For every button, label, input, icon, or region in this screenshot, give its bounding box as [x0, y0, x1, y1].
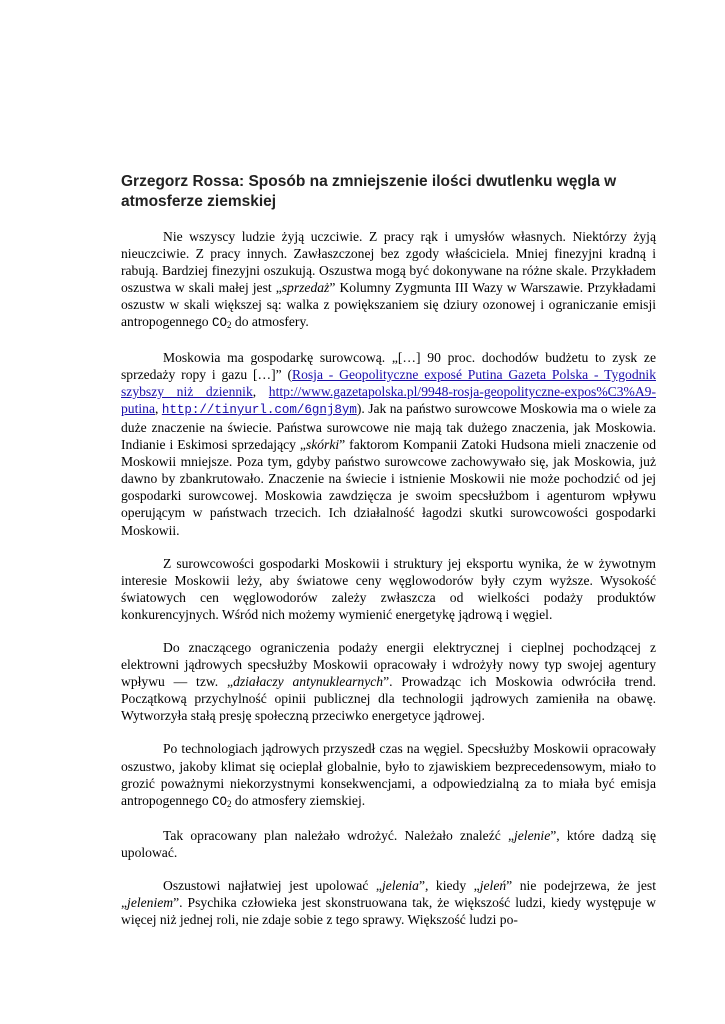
page-title: Grzegorz Rossa: Sposób na zmniejszenie ilości dwutlenku węgla w atmosferze ziemskiej [121, 173, 617, 210]
formula-subscript: 2 [227, 320, 232, 331]
formula-co: CO [211, 316, 227, 331]
text-run: ”. Psychika człowieka jest skonstruowana tak, że większość ludzi, kiedy występuje w więcej niż jednej roli, nie zdaje sobie z tego sprawy. Większość ludzi po- [121, 895, 656, 928]
paragraph-3: Z surowcowości gospodarki Moskowii i struktury jej eksportu wynika, że w żywotnym interesie Moskowii leży, aby światowe ceny węglowodorów były czym wyższe. Wysokość światowych cen węglowodorów zależy zwłaszcza od wielkości podaży produktów konkurencyjnych. Wśród nich możemy wymienić energetykę jądrową i węgiel. [121, 555, 656, 622]
text-run: ”. Prowadząc ich Moskowia odwróciła trend. Początkową przychylność opinii publicznej dla technologii jądrowych zamieniła na obawę. Wytworzyła stałą presję społeczną przeciwko energetyce jądrowej. [121, 674, 656, 724]
paragraph-2 [121, 349, 656, 539]
italic-run: jeleniem [127, 895, 174, 911]
text-run: Tak opracowany plan należało wdrożyć. Należało znaleźć „ [163, 827, 514, 843]
paragraph-4 [121, 639, 656, 724]
text-run: do atmosfery ziemskiej. [231, 792, 366, 808]
italic-run: jelenia [381, 878, 419, 893]
article-link[interactable]: Rosja - Geopolityczne exposé Putina Gazeta Polska - Tygodnik szybszy niż dziennik [121, 366, 656, 399]
text-run: ). Jak na państwo surowcowe Moskowia ma o wiele za duże znaczenie na świecie. Państwa surowcowe nie mają tak dużego znaczenia, jak Moskowia. Indianie i Eskimosi sprzedający „ [121, 400, 657, 453]
paragraph-5 [121, 740, 656, 810]
text-run: ”, kiedy „ [418, 878, 480, 893]
text-run: ”, które dadzą się upolować. [121, 827, 656, 860]
text-run: Moskowia ma gospodarkę surowcową. „[…] 90 proc. dochodów budżetu to zysk ze sprzedaży ropy i gazu […]” ( [121, 349, 656, 382]
separator: , [154, 400, 162, 416]
separator: , [252, 383, 269, 399]
formula-subscript: 2 [227, 798, 232, 809]
paragraph-6 [121, 827, 656, 861]
italic-run: jelenie [514, 827, 551, 843]
text-run: Do znaczącego ograniczenia podaży energii elektrycznej i cieplnej pochodzącej z elektrowni jądrowych specsłużby Moskowii opracowały i wdrożyły nowy typ swojej agentury wpływu — tzw. „ [121, 639, 656, 690]
text-run: Po technologiach jądrowych przyszedł czas na węgiel. Specsłużby Moskowii opracowały oszustwo, jakoby klimat się ocieplał globalnie, było to zjawiskiem bezprecedensowym, miało to grozić poważnymi niekorzystnymi konsekwencjami, a odpowiedzialną za to miała być emisja antropogennego [121, 741, 656, 808]
tinyurl-link[interactable]: http://tinyurl.com/6gnj8ym [161, 402, 357, 417]
text-run: ” nie podejrzewa, że jest „ [121, 878, 656, 911]
text-run: Nie wszyscy ludzie żyją uczciwie. Z pracy rąk i umysłów własnych. Niektórzy żyją nieuczciwie. Z pracy innych. Zawłaszczonej bez zgody właściciela. Mniej finezyjni kradną i rabują. Bardziej finezyjni oszukują. Oszustwa mogą być dokonywane na różne skale. Przykładem oszustwa w skali małej jest „ [121, 229, 656, 296]
paragraph-7 [121, 877, 656, 928]
document-body [121, 228, 656, 944]
paragraph-1 [121, 228, 656, 333]
italic-run: skórki [305, 437, 340, 453]
text-run: ” faktorom Kompanii Zatoki Hudsona mieli znaczenie od Moskowii mniejsze. Poza tym, gdyby państwo surowcowe zachowywało się, jak Moskowia, już dawno by zbankrutowało. Znaczenie na świecie i istnienie Moskowii nie może pochodzić od jej gospodarki surowcowej. Moskowia zawdzięcza je swoim specsłużbom i agenturom wpływu operującym w państwach trzecich. Ich działalność łagodzi skutki surowcowości gospodarki Moskowii. [121, 437, 657, 538]
italic-run: działaczy antynuklearnych [233, 674, 384, 690]
italic-run: jeleń [479, 878, 507, 893]
text-run: ” Kolumny Zygmunta III Wazy w Warszawie. Przykładami oszustw w skali większej są: walka z powiększaniem się dziury ozonowej i ograniczanie emisji antropogennego [121, 280, 656, 330]
italic-run: sprzedaż [281, 280, 330, 296]
text-run: Oszustowi najłatwiej jest upolować „ [163, 878, 382, 893]
text-run: do atmosfery. [231, 314, 309, 330]
gazetapolska-url-link[interactable]: http://www.gazetapolska.pl/9948-rosja-geopolityczne-expos%C3%A9-putina [121, 383, 656, 416]
formula-co: CO [211, 794, 227, 809]
